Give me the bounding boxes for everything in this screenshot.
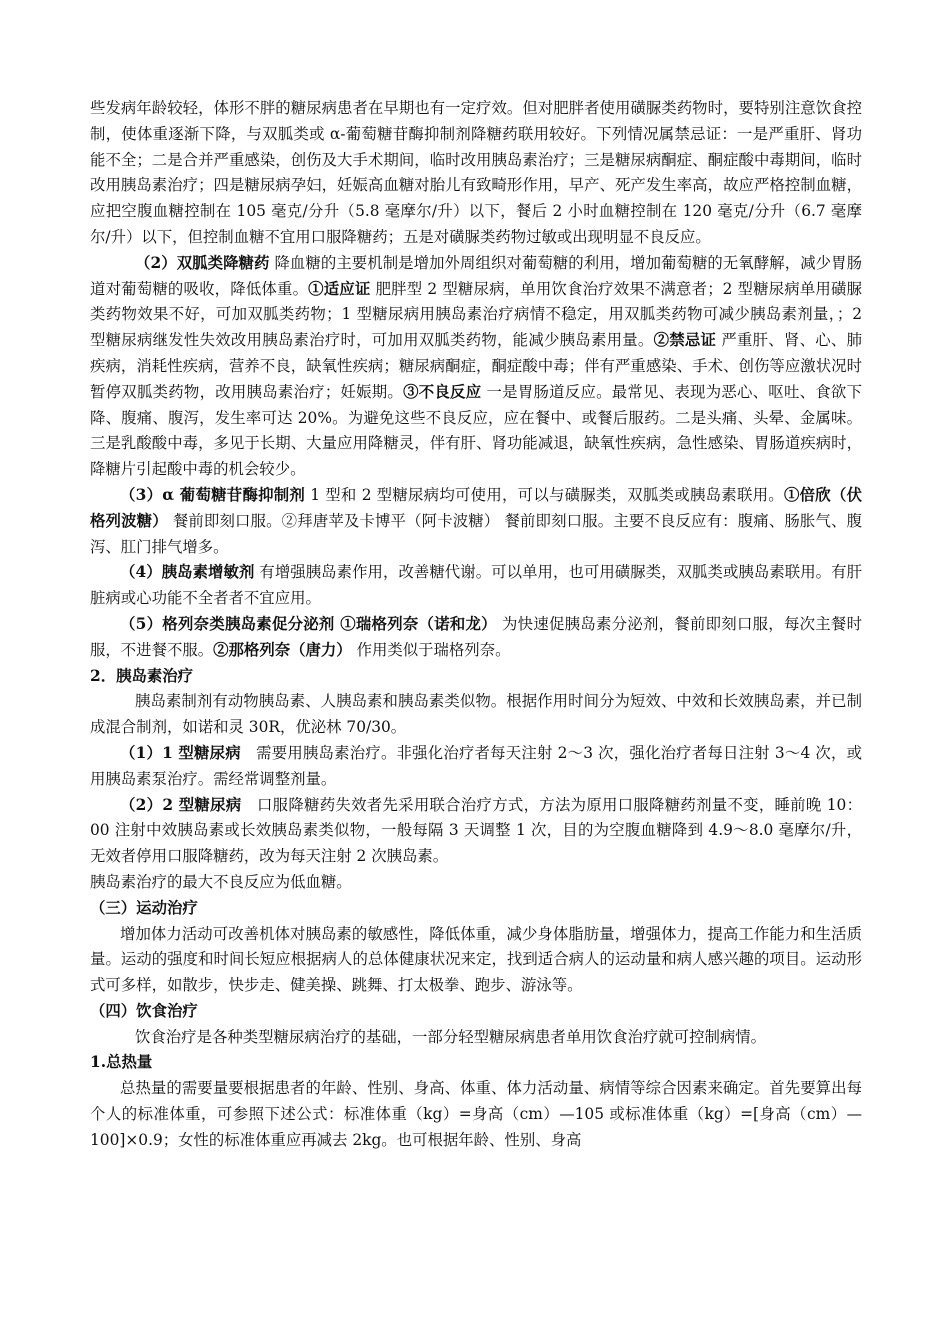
heading-type1-diabetes: （1）1 型糖尿病 bbox=[120, 743, 241, 762]
text-run: 为快速促胰岛素分泌剂，餐前即刻口服，每次主餐时服，不进餐不服。 bbox=[90, 614, 862, 659]
label-contraindications: ②禁忌证 bbox=[653, 331, 717, 350]
section-heading-insulin-therapy bbox=[90, 664, 862, 690]
text-run: 肥胖型 2 型糖尿病，单用饮食治疗效果不满意者；2 型糖尿病单用磺脲类药物效果不好，可加双胍类药物；1 型糖尿病用胰岛素治疗病情不稳定，用双胍类药物可减少胰岛素剂量，；2 型糖尿病继发性失效改用胰岛素治疗时，可加用双胍类药物，能减少胰岛素用量。 bbox=[90, 279, 862, 350]
text-run: 餐前即刻口服。②拜唐苹及卡博平（阿卡波糖） 餐前即刻口服。主要不良反应有：腹痛、肠胀气、腹泻、肛门排气增多。 bbox=[90, 511, 862, 556]
text-run: 口服降糖药失效者先采用联合治疗方式，方法为原用口服降糖药剂量不变，睡前晚 10：00 注射中效胰岛素或长效胰岛素类似物，一般每隔 3 天调整 1 次，目的为空腹血糖降到 4.9～8.0 毫摩尔/升，无效者停用口服降糖药，改为每天注射 2 次胰岛素。 bbox=[90, 795, 862, 866]
text-run: 需要用胰岛素治疗。非强化治疗者每天注射 2～3 次，强化治疗者每日注射 3～4 次，或用胰岛素泵治疗。需经常调整剂量。 bbox=[90, 743, 862, 788]
label-indications: ①适应证 bbox=[308, 279, 371, 298]
paragraph-type2-diabetes bbox=[90, 793, 862, 870]
text-run: 有增强胰岛素作用，改善糖代谢。可以单用，也可用磺脲类，双胍类或胰岛素联用。有肝脏病或心功能不全者者不宜应用。 bbox=[90, 563, 862, 608]
heading-total-calories: 1.总热量 bbox=[90, 1053, 153, 1072]
section-heading-diet bbox=[90, 999, 862, 1025]
document-page bbox=[90, 96, 862, 1154]
paragraph-insulin-sensitizer bbox=[90, 560, 862, 612]
paragraph-type1-diabetes bbox=[90, 741, 862, 793]
text-run: 作用类似于瑞格列奈。 bbox=[351, 640, 511, 659]
text-run: 胰岛素治疗的最大不良反应为低血糖。 bbox=[90, 872, 352, 891]
paragraph-biguanides bbox=[90, 251, 862, 483]
heading-glinides: （5）格列奈类胰岛素促分泌剂 ①瑞格列奈（诺和龙） bbox=[120, 614, 497, 633]
text-run: 严重肝、肾、心、肺疾病，消耗性疾病，营养不良，缺氧性疾病；糖尿病酮症，酮症酸中毒；伴有严重感染、手术、创伤等应激状况时暂停双胍类药物，改用胰岛素治疗；妊娠期。 bbox=[90, 331, 862, 401]
label-nateglinide: ②那格列奈（唐力） bbox=[213, 640, 352, 659]
heading-biguanides: （2）双胍类降糖药 bbox=[135, 253, 270, 272]
text-run: 饮食治疗是各种类型糖尿病治疗的基础，一部分轻型糖尿病患者单用饮食治疗就可控制病情。 bbox=[135, 1027, 767, 1046]
paragraph-diet bbox=[90, 1025, 862, 1051]
heading-insulin-sensitizer: （4）胰岛素增敏剂 bbox=[120, 563, 255, 582]
label-voglibose: ①倍欣（伏格列波糖） bbox=[90, 485, 862, 530]
text-run: 增加体力活动可改善机体对胰岛素的敏感性，降低体重，减少身体脂肪量，增强体力，提高工作能力和生活质量。运动的强度和时间长短应根据病人的总体健康状况来定，找到适合病人的运动量和病人感兴趣的项目。运动形式可多样，如散步，快步走、健美操、跳舞、打太极拳、跑步、游泳等。 bbox=[90, 924, 862, 995]
paragraph-total-calories bbox=[90, 1076, 862, 1153]
text-run: 些发病年龄较轻，体形不胖的糖尿病患者在早期也有一定疗效。但对肥胖者使用磺脲类药物时，要特别注意饮食控制，使体重逐渐下降，与双胍类或 α-葡萄糖苷酶抑制剂降糖药联用较好。下列情况属禁忌证：一是严重肝、肾功能不全；二是合并严重感染，创伤及大手术期间，临时改用胰岛素治疗；三是糖尿病酮症、酮症酸中毒期间，临时改用胰岛素治疗；四是糖尿病孕妇，妊娠高血糖对胎儿有致畸形作用，早产、死产发生率高，故应严格控制血糖，应把空腹血糖控制在 105 毫克/分升（5.8 毫摩尔/升）以下，餐后 2 小时血糖控制在 120 毫克/分升（6.7 毫摩尔/升）以下，但控制血糖不宜用口服降糖药；五是对磺脲类药物过敏或出现明显不良反应。 bbox=[90, 99, 862, 246]
label-adverse-reactions: ③不良反应 bbox=[403, 382, 482, 401]
text-run: 降血糖的主要机制是增加外周组织对葡萄糖的利用，增加葡萄糖的无氧酵解，减少胃肠道对葡萄糖的吸收，降低体重。 bbox=[90, 253, 862, 298]
heading-insulin-therapy: 2．胰岛素治疗 bbox=[90, 666, 194, 685]
text-run: 1 型和 2 型糖尿病均可使用，可以与磺脲类，双胍类或胰岛素联用。 bbox=[305, 485, 784, 504]
paragraph-sulfonylurea-continued bbox=[90, 96, 862, 251]
paragraph-hypoglycemia-note bbox=[90, 870, 862, 896]
text-run: 胰岛素制剂有动物胰岛素、人胰岛素和胰岛素类似物。根据作用时间分为短效、中效和长效胰岛素，并已制成混合制剂，如诺和灵 30R，优泌林 70/30。 bbox=[90, 692, 862, 737]
paragraph-alpha-glucosidase bbox=[90, 483, 862, 560]
heading-type2-diabetes: （2）2 型糖尿病 bbox=[120, 795, 242, 814]
heading-diet-therapy: （四）饮食治疗 bbox=[90, 1001, 198, 1020]
paragraph-insulin-preparations bbox=[90, 689, 862, 741]
heading-exercise-therapy: （三）运动治疗 bbox=[90, 898, 198, 917]
text-run: 一是胃肠道反应。最常见、表现为恶心、呕吐、食欲下降、腹痛、腹泻，发生率可达 20%。为避免这些不良反应，应在餐中、或餐后服药。二是头痛、头晕、金属味。三是乳酸酸中毒，多见于长期、大量应用降糖灵，伴有肝、肾功能减退，缺氧性疾病，急性感染、胃肠道疾病时，降糖片引起酸中毒的机会较少。 bbox=[90, 382, 862, 479]
paragraph-glinides bbox=[90, 612, 862, 664]
section-heading-exercise bbox=[90, 896, 862, 922]
paragraph-exercise bbox=[90, 922, 862, 999]
heading-alpha-glucosidase: （3）α 葡萄糖苷酶抑制剂 bbox=[120, 485, 306, 504]
section-heading-total-calories bbox=[90, 1050, 862, 1076]
text-run: 总热量的需要量要根据患者的年龄、性别、身高、体重、体力活动量、病情等综合因素来确定。首先要算出每个人的标准体重，可参照下述公式：标准体重（kg）=身高（cm）—105 或标准体重（kg）=[身高（cm）—100]×0.9；女性的标准体重应再减去 2kg。也可根据年龄、性别、身高 bbox=[90, 1079, 862, 1149]
